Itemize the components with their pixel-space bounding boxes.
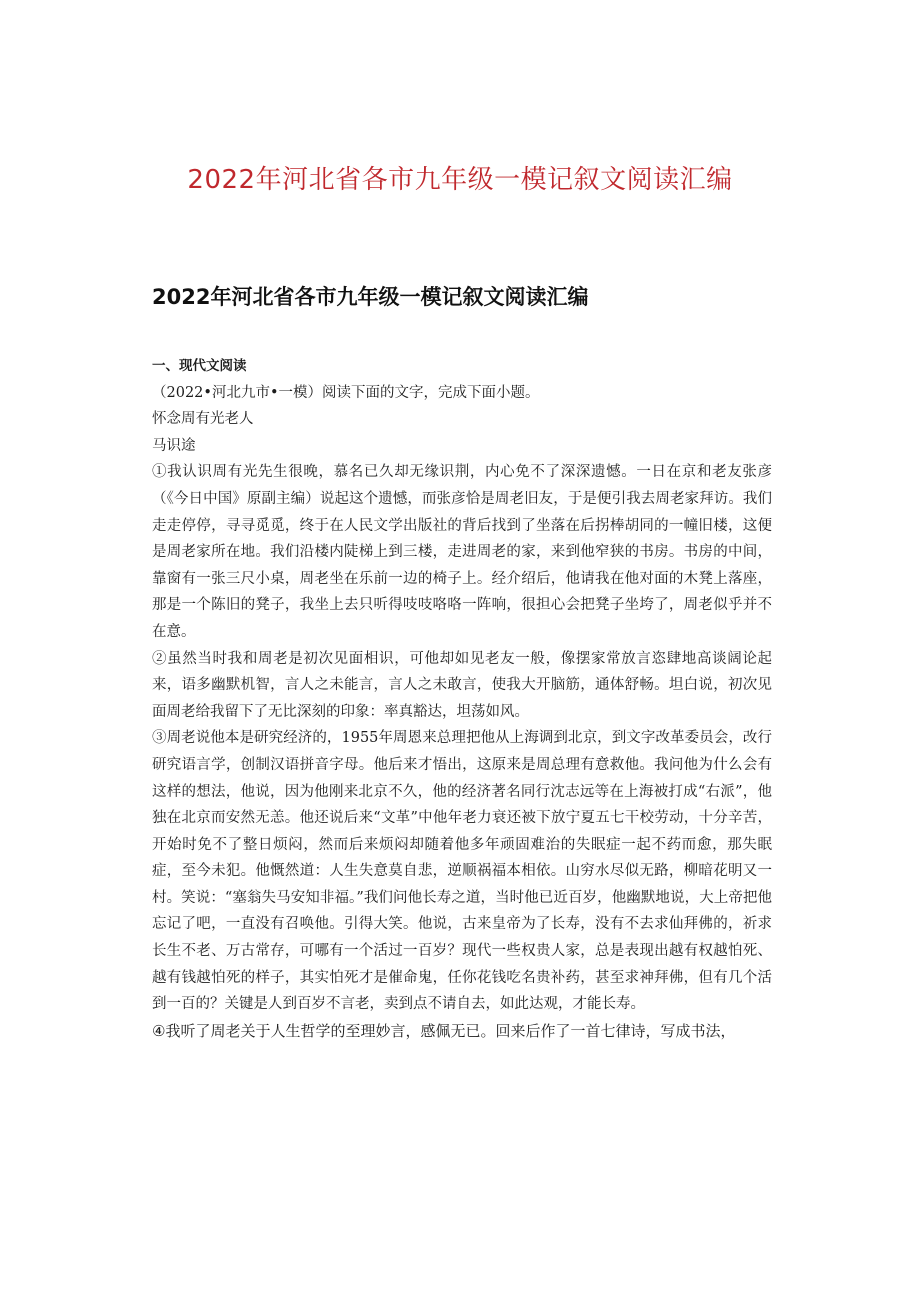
paragraph-2: ②虽然当时我和周老是初次见面相识，可他却如见老友一般，像摆家常放言恣肆地高谈阔论起来，语多幽默机智，言人之未能言，言人之未敢言，使我大开脑筋，通体舒畅。坦白说，初次见面周老给我留下了无比深刻的印象：率真豁达，坦荡如风。	[152, 650, 772, 720]
document-subtitle: 2022年河北省各市九年级一模记叙文阅读汇编	[152, 285, 589, 309]
article-title: 怀念周有光老人	[152, 411, 254, 428]
section-heading: 一、现代文阅读	[152, 358, 247, 374]
source-line: （2022•河北九市•一模）阅读下面的文字，完成下面小题。	[152, 384, 540, 401]
document-body	[152, 353, 772, 1044]
document-title: 2022年河北省各市九年级一模记叙文阅读汇编	[187, 165, 733, 195]
paragraph-3: ③周老说他本是研究经济的，1955年周恩来总理把他从上海调到北京，到文字改革委员会，改行研究语言学，创制汉语拼音字母。他后来才悟出，这原来是周总理有意救他。我问他为什么会有这样的想法，他说，因为他刚来北京不久，他的经济著名同行沈志远等在上海被打成“右派”，他独在北京而安然无恙。他还说后来“文革”中他年老力衰还被下放宁夏五七干校劳动，十分辛苦，开始时免不了整日烦闷，然而后来烦闷却随着他多年顽固难治的失眠症一起不药而愈，那失眠症，至今未犯。他慨然道：人生失意莫自悲，逆顺祸福本相依。山穷水尽似无路，柳暗花明又一村。笑说：“塞翁失马安知非福。”我们问他长寿之道，当时他已近百岁，他幽默地说，大上帝把他忘记了吧，一直没有召唤他。引得大笑。他说，古来皇帝为了长寿，没有不去求仙拜佛的，祈求长生不老、万古常存，可哪有一个活过一百岁？现代一些权贵人家，总是表现出越有权越怕死、越有钱越怕死的样子，其实怕死才是催命鬼，任你花钱吃名贵补药，甚至求神拜佛，但有几个活到一百的？关键是人到百岁不言老，卖到点不请自去，如此达观，才能长寿。	[152, 730, 772, 1013]
paragraph-4: ④我听了周老关于人生哲学的至理妙言，感佩无已。回来后作了一首七律诗，写成书法，	[152, 1021, 736, 1040]
paragraph-1: ①我认识周有光先生很晚，慕名已久却无缘识荆，内心免不了深深遗憾。一日在京和老友张彦（《今日中国》原副主编）说起这个遗憾，而张彦恰是周老旧友，于是便引我去周老家拜访。我们走走停停，寻寻觅觅，终于在人民文学出版社的背后找到了坐落在后拐棒胡同的一幢旧楼，这便是周老家所在地。我们沿楼内陡梯上到三楼，走进周老的家，来到他窄狭的书房。书房的中间，靠窗有一张三尺小桌，周老坐在乐前一边的椅子上。经介绍后，他请我在他对面的木凳上落座，那是一个陈旧的凳子，我坐上去只听得吱吱咯咯一阵响，很担心会把凳子坐垮了，周老似乎并不在意。	[152, 464, 772, 640]
article-author: 马识途	[152, 437, 196, 454]
